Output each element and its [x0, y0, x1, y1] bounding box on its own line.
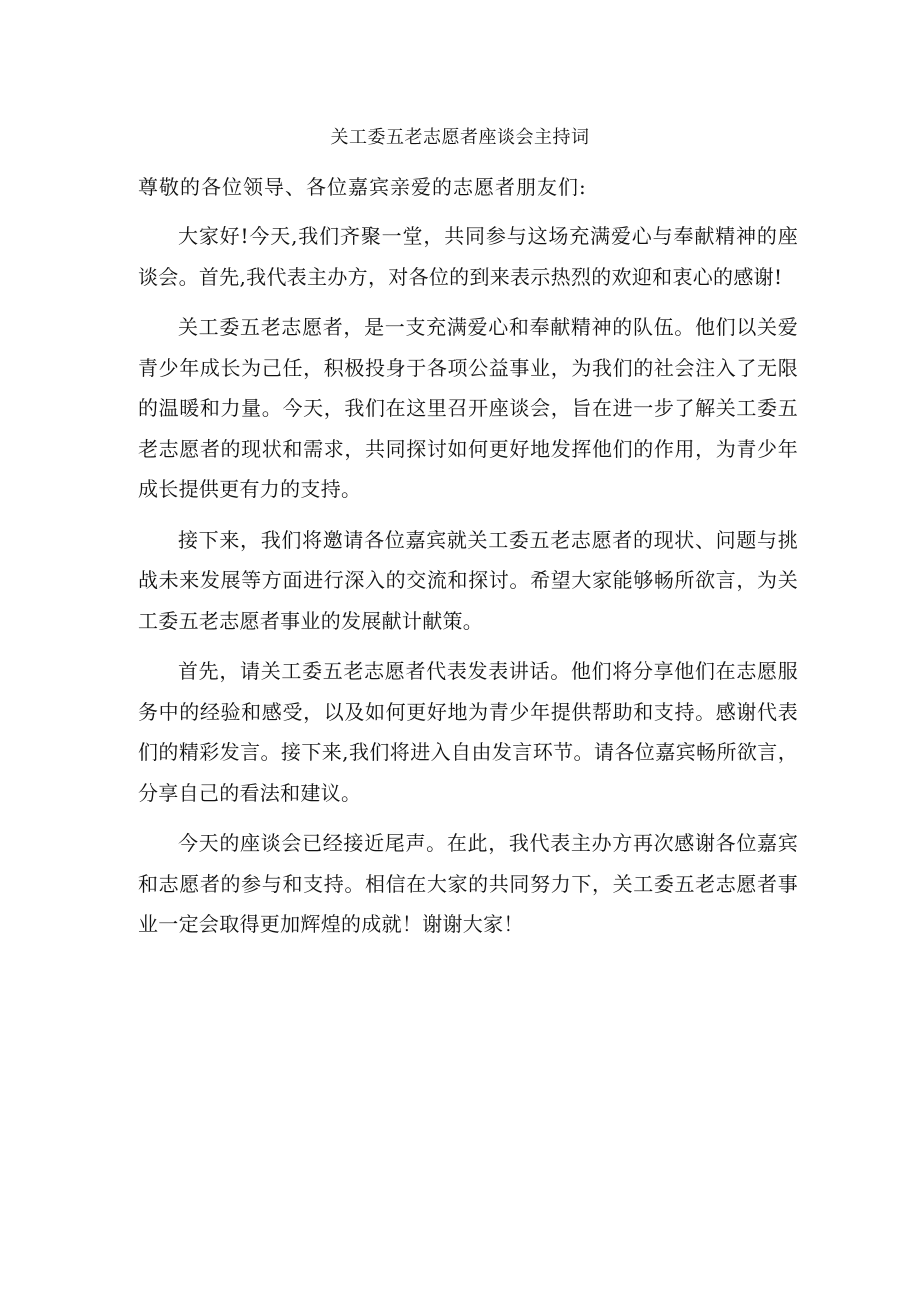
paragraph-speeches: 首先，请关工委五老志愿者代表发表讲话。他们将分享他们在志愿服务中的经验和感受，以及如何更好地为青少年提供帮助和支持。感谢代表们的精彩发言。接下来,我们将进入自由发言环节。请各位嘉宾畅所欲言，分享自己的看法和建议。 — [138, 659, 798, 805]
document-body — [138, 216, 798, 955]
paragraph-closing: 今天的座谈会已经接近尾声。在此，我代表主办方再次感谢各位嘉宾和志愿者的参与和支持。相信在大家的共同努力下，关工委五老志愿者事业一定会取得更加辉煌的成就！谢谢大家！ — [138, 831, 798, 936]
salutation: 尊敬的各位领导、各位嘉宾亲爱的志愿者朋友们: — [138, 175, 587, 199]
paragraph-welcome: 大家好!今天,我们齐聚一堂，共同参与这场充满爱心与奉献精神的座谈会。首先,我代表主办方，对各位的到来表示热烈的欢迎和衷心的感谢! — [138, 224, 798, 289]
paragraph-introduction: 关工委五老志愿者，是一支充满爱心和奉献精神的队伍。他们以关爱青少年成长为己任，积极投身于各项公益事业，为我们的社会注入了无限的温暖和力量。今天，我们在这里召开座谈会，旨在进一步了解关工委五老志愿者的现状和需求，共同探讨如何更好地发挥他们的作用，为青少年成长提供更有力的支持。 — [138, 315, 798, 501]
document-title: 关工委五老志愿者座谈会主持词 — [330, 127, 590, 148]
paragraph-discussion: 接下来，我们将邀请各位嘉宾就关工委五老志愿者的现状、问题与挑战未来发展等方面进行深入的交流和探讨。希望大家能够畅所欲言，为关工委五老志愿者事业的发展献计献策。 — [138, 527, 798, 633]
